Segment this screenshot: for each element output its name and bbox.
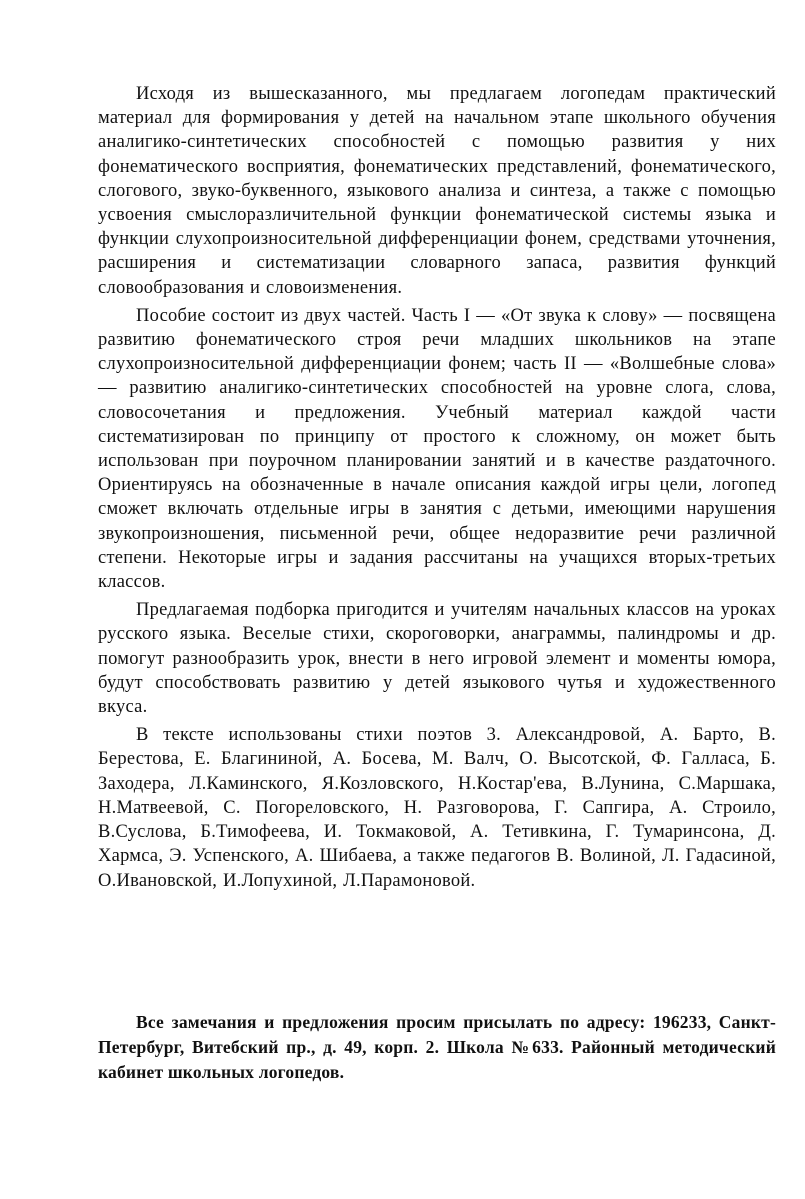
- main-text: [98, 82, 776, 893]
- paragraph-teachers: Предлагаемая подборка пригодится и учителям начальных классов на уроках русского языка. Веселые стихи, скороговорки, анаграммы, палиндромы и др. помогут разнообразить урок, внести в него игровой элемент и моменты юмора, будут способствовать развитию у детей языкового чутья и художественного вкуса.: [98, 600, 776, 718]
- paragraph-intro: Исходя из вышесказанного, мы предлагаем логопедам практический материал для формирования у детей на начальном этапе школьного обучения аналигико-синтетических способностей с помощью развития у них фонематического восприятия, фонематических представлений, фонематического, слогового, звуко-буквенного, языкового анализа и синтеза, а также с помощью усвоения смыслоразличительной функции фонематической системы языка и функции слухопроизносительной дифференциации фонем, средствами уточнения, расширения и систематизации словарного запаса, развития функций словообразования и словоизменения.: [98, 84, 776, 298]
- contact-note: Все замечания и предложения просим присылать по адресу: 196233, Санкт-Петербург, Витебский пр., д. 49, корп. 2. Школа №633. Районный методический кабинет школьных логопедов.: [98, 1012, 776, 1082]
- paragraph-structure: Пособие состоит из двух частей. Часть I — «От звука к слову» — посвящена развитию фонематического строя речи младших школьников на этапе слухопроизносительной дифференциации фонем; часть II — «Волшебные слова» — развитию аналигико-синтетических способностей на уровне слога, слова, словосочетания и предложения. Учебный материал каждой части систематизирован по принципу от простого к сложному, он может быть использован при поурочном планировании занятий и в качестве раздаточного. Ориентируясь на обозначенные в начале описания каждой игры цели, логопед сможет включать отдельные игры в занятия с детьми, имеющими нарушения звукопроизношения, письменной речи, общее недоразвитие речи различной степени. Некоторые игры и задания рассчитаны на учащихся вторых-третьих классов.: [98, 305, 776, 593]
- paragraph-poets: В тексте использованы стихи поэтов 3. Александровой, А. Барто, В. Берестова, Е. Благининой, А. Босева, М. Валч, О. Высотской, Ф. Галласа, Б. Заходера, Л.Каминского, Я.Козловского, Н.Костар'ева, В.Лунина, С.Маршака, Н.Матвеевой, С. Погореловского, Н. Разговорова, Г. Сапгира, А. Строило, В.Суслова, Б.Тимофеева, И. Токмаковой, А. Тетивкина, Г. Тумаринсона, Д. Хармса, Э. Успенского, А. Шибаева, а также педагогов В. Волиной, Л. Гадасиной, О.Ивановской, И.Лопухиной, Л.Парамоновой.: [98, 725, 776, 891]
